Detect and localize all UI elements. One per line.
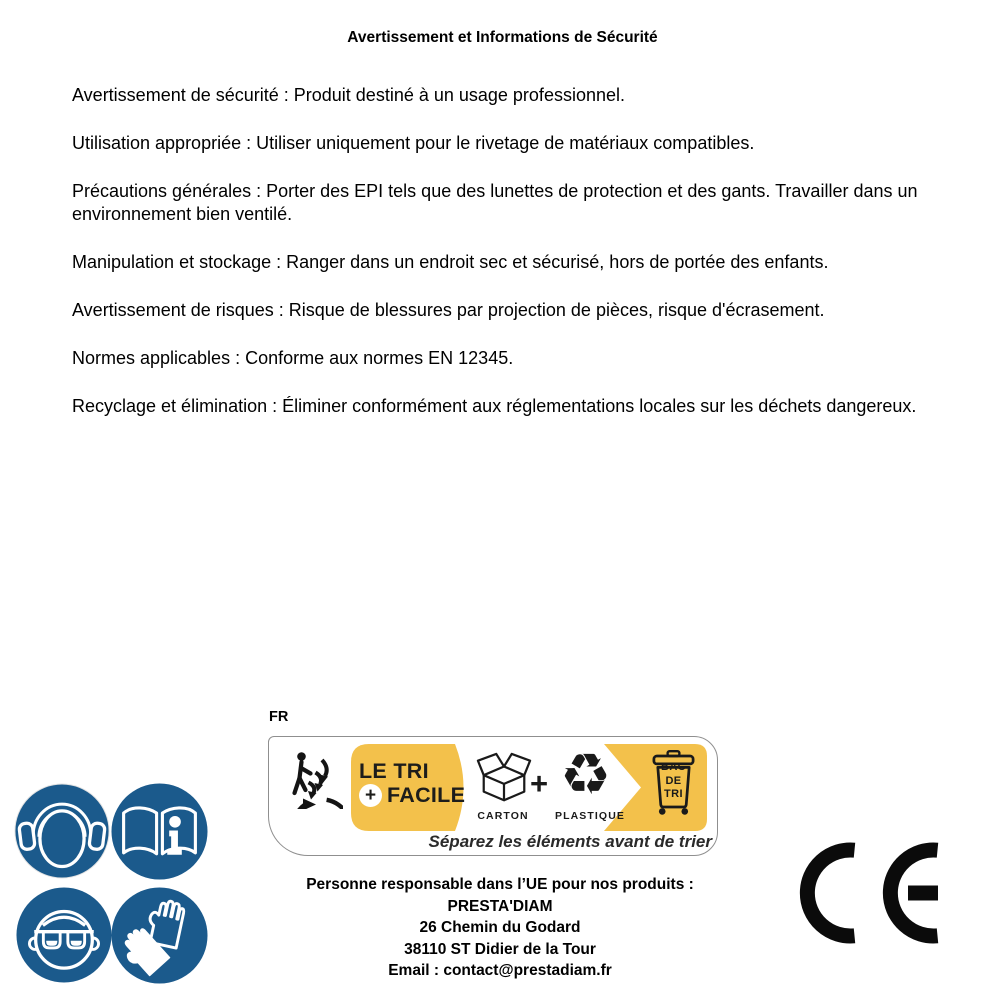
material2-label: PLASTIQUE	[555, 810, 625, 822]
responsible-heading: Personne responsable dans l’UE pour nos produits :	[306, 876, 694, 893]
safety-paragraph: Précautions générales : Porter des EPI tels que des lunettes de protection et des gants. Travailler dans un environnement bien ventilé.	[72, 181, 918, 224]
safety-paragraph: Utilisation appropriée : Utiliser uniquement pour le rivetage de matériaux compatibles.	[72, 133, 755, 153]
page-title: Avertissement et Informations de Sécurité	[347, 29, 658, 46]
bin-line: TRI	[664, 788, 683, 800]
slogan-line1: LE TRI	[359, 759, 429, 783]
safety-text	[72, 84, 962, 443]
bin-text	[649, 761, 698, 802]
bin-line: BAC	[660, 761, 687, 773]
safety-paragraph: Manipulation et stockage : Ranger dans un endroit sec et sécurisé, hors de portée des enfants.	[72, 252, 829, 272]
wear-ear-protection-icon	[14, 783, 110, 879]
safety-paragraph: Normes applicables : Conforme aux normes EN 12345.	[72, 348, 514, 368]
safety-paragraph: Recyclage et élimination : Éliminer conformément aux réglementations locales sur les déchets dangereux.	[72, 396, 917, 416]
recycling-symbol-icon: ♻	[560, 742, 612, 808]
ce-marking-icon	[798, 841, 948, 945]
triman-icon	[277, 743, 343, 809]
email-line: Email : contact@prestadiam.fr	[388, 962, 612, 979]
responsible-person-block	[250, 874, 750, 982]
plus-icon: +	[359, 784, 382, 807]
read-instruction-manual-icon	[111, 783, 208, 880]
materials-plus-icon: +	[530, 766, 549, 801]
safety-paragraph: Avertissement de sécurité : Produit destiné à un usage professionnel.	[72, 85, 625, 105]
carton-box-icon	[476, 752, 532, 808]
wear-eye-protection-icon	[16, 887, 112, 983]
safety-paragraph: Avertissement de risques : Risque de blessures par projection de pièces, risque d'écrasement.	[72, 300, 825, 320]
slogan-line2: FACILE	[387, 783, 466, 807]
bin-line: DE	[665, 774, 682, 787]
company-name: PRESTA'DIAM	[447, 897, 553, 915]
address-line: 26 Chemin du Godard	[419, 919, 581, 936]
wear-protective-gloves-icon	[111, 887, 208, 984]
country-code-label: FR	[269, 709, 289, 725]
sorting-tagline: Séparez les éléments avant de trier	[428, 832, 712, 851]
material1-label: CARTON	[477, 810, 529, 822]
address-line: 38110 ST Didier de la Tour	[404, 940, 596, 958]
